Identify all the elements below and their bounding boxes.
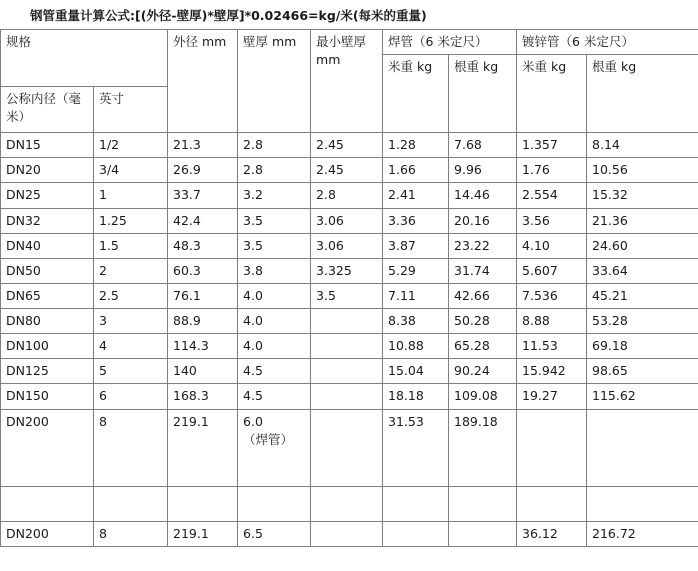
cell-outer-diameter: 76.1: [168, 283, 238, 308]
cell-welded-per-meter: 1.28: [383, 133, 449, 158]
cell-welded-per-piece: 9.96: [449, 158, 517, 183]
cell-welded-per-meter: [383, 521, 449, 546]
cell-welded-per-meter: 8.38: [383, 309, 449, 334]
header-spec-inch: 英寸: [94, 87, 168, 133]
cell-welded-per-piece: 109.08: [449, 384, 517, 409]
cell-wall-thickness: 2.8: [238, 158, 311, 183]
cell-inch: 1.5: [94, 233, 168, 258]
cell-nominal-diameter: DN15: [1, 133, 94, 158]
steel-pipe-weight-table: [0, 29, 698, 547]
cell-galv-per-meter: 36.12: [517, 521, 587, 546]
table-row: [1, 409, 698, 486]
cell-wall-thickness: 3.5: [238, 208, 311, 233]
cell-galv-per-meter: [517, 409, 587, 486]
cell-galv-per-piece: 115.62: [587, 384, 698, 409]
cell-nominal-diameter: DN100: [1, 334, 94, 359]
header-outer-diameter: 外径 mm: [168, 30, 238, 133]
cell-inch: 8: [94, 521, 168, 546]
cell-outer-diameter: 168.3: [168, 384, 238, 409]
cell-galv-per-piece: 10.56: [587, 158, 698, 183]
cell-min-wall-thickness: 2.45: [311, 158, 383, 183]
cell-galv-per-meter: 3.56: [517, 208, 587, 233]
cell-inch: 2: [94, 258, 168, 283]
cell-nominal-diameter: DN65: [1, 283, 94, 308]
cell-outer-diameter: 48.3: [168, 233, 238, 258]
cell-wall-thickness: 6.5: [238, 521, 311, 546]
cell-inch: 2.5: [94, 283, 168, 308]
cell-welded-per-piece: 14.46: [449, 183, 517, 208]
cell-welded-per-piece: 23.22: [449, 233, 517, 258]
header-min-wall-thickness: 最小壁厚 mm: [311, 30, 383, 133]
cell-nominal-diameter: DN25: [1, 183, 94, 208]
cell-nominal-diameter: DN32: [1, 208, 94, 233]
cell-empty: [383, 486, 449, 521]
header-wall-thickness: 壁厚 mm: [238, 30, 311, 133]
cell-galv-per-meter: 7.536: [517, 283, 587, 308]
cell-galv-per-piece: 53.28: [587, 309, 698, 334]
cell-wall-thickness: 6.0 （焊管）: [238, 409, 311, 486]
cell-galv-per-piece: 216.72: [587, 521, 698, 546]
cell-galv-per-meter: 1.357: [517, 133, 587, 158]
cell-welded-per-meter: 10.88: [383, 334, 449, 359]
cell-min-wall-thickness: [311, 409, 383, 486]
cell-min-wall-thickness: [311, 384, 383, 409]
cell-inch: 3: [94, 309, 168, 334]
cell-min-wall-thickness: 3.5: [311, 283, 383, 308]
cell-wall-thickness: 3.2: [238, 183, 311, 208]
cell-inch: 1: [94, 183, 168, 208]
cell-welded-per-piece: 189.18: [449, 409, 517, 486]
cell-nominal-diameter: DN40: [1, 233, 94, 258]
header-spec-inner-diameter: 公称内径（毫米）: [1, 87, 94, 133]
cell-min-wall-thickness: 2.45: [311, 133, 383, 158]
cell-welded-per-meter: 15.04: [383, 359, 449, 384]
cell-empty: [168, 486, 238, 521]
table-row: [1, 283, 698, 308]
cell-welded-per-meter: 31.53: [383, 409, 449, 486]
cell-galv-per-meter: 8.88: [517, 309, 587, 334]
cell-min-wall-thickness: 3.06: [311, 233, 383, 258]
cell-inch: 5: [94, 359, 168, 384]
cell-empty: [1, 486, 94, 521]
cell-empty: [449, 486, 517, 521]
header-galv-per-meter: 米重 kg: [517, 55, 587, 133]
cell-empty: [517, 486, 587, 521]
cell-welded-per-piece: 7.68: [449, 133, 517, 158]
table-row: [1, 133, 698, 158]
cell-empty: [587, 486, 698, 521]
cell-min-wall-thickness: [311, 359, 383, 384]
header-galv-per-piece: 根重 kg: [587, 55, 698, 133]
table-row: [1, 521, 698, 546]
table-row: [1, 258, 698, 283]
cell-galv-per-meter: 4.10: [517, 233, 587, 258]
header-spec-group: 规格: [1, 30, 168, 87]
header-welded-per-piece: 根重 kg: [449, 55, 517, 133]
cell-inch: 4: [94, 334, 168, 359]
cell-outer-diameter: 219.1: [168, 521, 238, 546]
cell-inch: 1.25: [94, 208, 168, 233]
spacer-row: [1, 486, 698, 521]
cell-inch: 1/2: [94, 133, 168, 158]
cell-wall-thickness: 4.5: [238, 384, 311, 409]
cell-outer-diameter: 33.7: [168, 183, 238, 208]
cell-welded-per-meter: 3.87: [383, 233, 449, 258]
cell-galv-per-piece: 21.36: [587, 208, 698, 233]
cell-min-wall-thickness: 2.8: [311, 183, 383, 208]
cell-inch: 3/4: [94, 158, 168, 183]
cell-galv-per-piece: 69.18: [587, 334, 698, 359]
cell-welded-per-piece: 20.16: [449, 208, 517, 233]
table-row: [1, 158, 698, 183]
page-title: 钢管重量计算公式:[(外径-壁厚)*壁厚]*0.02466=kg/米(每米的重量): [30, 8, 427, 23]
cell-galv-per-meter: 5.607: [517, 258, 587, 283]
table-header-row-1: [1, 30, 698, 55]
header-welded-pipe-group: 焊管（6 米定尺）: [383, 30, 517, 55]
cell-wall-thickness: 4.5: [238, 359, 311, 384]
cell-outer-diameter: 26.9: [168, 158, 238, 183]
cell-wall-thickness: 4.0: [238, 283, 311, 308]
cell-wall-thickness: 3.8: [238, 258, 311, 283]
cell-outer-diameter: 114.3: [168, 334, 238, 359]
cell-welded-per-piece: [449, 521, 517, 546]
cell-empty: [94, 486, 168, 521]
cell-wall-thickness: 2.8: [238, 133, 311, 158]
cell-outer-diameter: 140: [168, 359, 238, 384]
cell-welded-per-piece: 90.24: [449, 359, 517, 384]
table-row: [1, 359, 698, 384]
cell-nominal-diameter: DN20: [1, 158, 94, 183]
cell-nominal-diameter: DN125: [1, 359, 94, 384]
cell-nominal-diameter: DN200: [1, 409, 94, 486]
cell-galv-per-piece: 45.21: [587, 283, 698, 308]
cell-welded-per-piece: 42.66: [449, 283, 517, 308]
cell-galv-per-piece: [587, 409, 698, 486]
cell-galv-per-piece: 98.65: [587, 359, 698, 384]
cell-galv-per-meter: 19.27: [517, 384, 587, 409]
table-row: [1, 384, 698, 409]
cell-galv-per-meter: 2.554: [517, 183, 587, 208]
cell-empty: [311, 486, 383, 521]
cell-galv-per-meter: 1.76: [517, 158, 587, 183]
cell-nominal-diameter: DN150: [1, 384, 94, 409]
cell-inch: 8: [94, 409, 168, 486]
cell-nominal-diameter: DN80: [1, 309, 94, 334]
cell-outer-diameter: 21.3: [168, 133, 238, 158]
table-row: [1, 233, 698, 258]
table-row: [1, 334, 698, 359]
header-galvanized-pipe-group: 镀锌管（6 米定尺）: [517, 30, 698, 55]
cell-welded-per-piece: 31.74: [449, 258, 517, 283]
header-welded-per-meter: 米重 kg: [383, 55, 449, 133]
cell-welded-per-meter: 18.18: [383, 384, 449, 409]
table-row: [1, 183, 698, 208]
cell-galv-per-meter: 11.53: [517, 334, 587, 359]
cell-outer-diameter: 88.9: [168, 309, 238, 334]
cell-wall-thickness: 3.5: [238, 233, 311, 258]
cell-wall-thickness: 4.0: [238, 334, 311, 359]
table-row: [1, 309, 698, 334]
cell-nominal-diameter: DN50: [1, 258, 94, 283]
cell-galv-per-piece: 24.60: [587, 233, 698, 258]
cell-min-wall-thickness: 3.325: [311, 258, 383, 283]
cell-outer-diameter: 60.3: [168, 258, 238, 283]
cell-galv-per-piece: 33.64: [587, 258, 698, 283]
cell-welded-per-meter: 3.36: [383, 208, 449, 233]
cell-welded-per-meter: 2.41: [383, 183, 449, 208]
cell-empty: [238, 486, 311, 521]
cell-outer-diameter: 219.1: [168, 409, 238, 486]
cell-welded-per-meter: 5.29: [383, 258, 449, 283]
cell-inch: 6: [94, 384, 168, 409]
cell-galv-per-piece: 15.32: [587, 183, 698, 208]
cell-galv-per-meter: 15.942: [517, 359, 587, 384]
cell-galv-per-piece: 8.14: [587, 133, 698, 158]
cell-wall-thickness: 4.0: [238, 309, 311, 334]
cell-min-wall-thickness: [311, 309, 383, 334]
table-row: [1, 208, 698, 233]
table-body: [1, 133, 698, 547]
cell-min-wall-thickness: 3.06: [311, 208, 383, 233]
cell-min-wall-thickness: [311, 334, 383, 359]
cell-nominal-diameter: DN200: [1, 521, 94, 546]
cell-outer-diameter: 42.4: [168, 208, 238, 233]
cell-welded-per-meter: 1.66: [383, 158, 449, 183]
cell-welded-per-piece: 50.28: [449, 309, 517, 334]
cell-min-wall-thickness: [311, 521, 383, 546]
cell-welded-per-meter: 7.11: [383, 283, 449, 308]
cell-welded-per-piece: 65.28: [449, 334, 517, 359]
